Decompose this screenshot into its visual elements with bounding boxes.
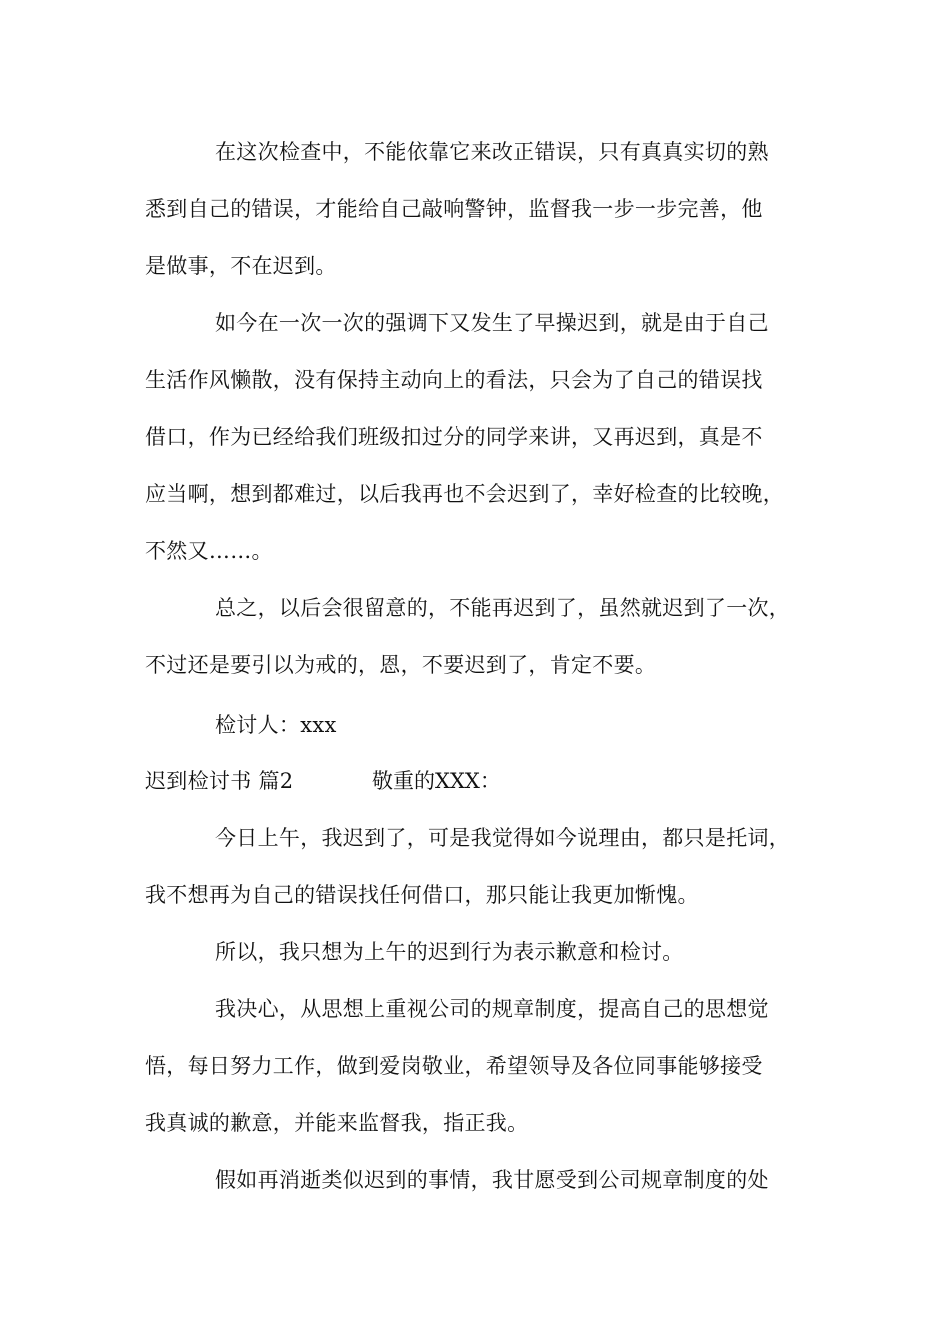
signature-line: 检讨人：xxx [215,713,337,737]
paragraph-7-line-1: 假如再消逝类似迟到的事情，我甘愿受到公司规章制度的处 [215,1168,769,1192]
paragraph-2-line-3: 借口，作为已经给我们班级扣过分的同学来讲，又再迟到，真是不 [145,425,763,449]
paragraph-1-line-2: 悉到自己的错误，才能给自己敲响警钟，监督我一步一步完善，他 [145,197,763,221]
paragraph-2-line-4: 应当啊，想到都难过，以后我再也不会迟到了，幸好检查的比较晚， [145,482,784,506]
paragraph-2-line-2: 生活作风懒散，没有保持主动向上的看法，只会为了自己的错误找 [145,368,763,392]
paragraph-6-line-2: 悟，每日努力工作，做到爱岗敬业，希望领导及各位同事能够接受 [145,1054,763,1078]
salutation: 敬重的XXX： [372,769,501,793]
paragraph-3-line-2: 不过还是要引以为戒的，恩，不要迟到了，肯定不要。 [145,653,657,677]
paragraph-1-line-3: 是做事，不在迟到。 [145,254,337,278]
paragraph-4-line-2: 我不想再为自己的错误找任何借口，那只能让我更加惭愧。 [145,883,699,907]
paragraph-5-line-1: 所以，我只想为上午的迟到行为表示歉意和检讨。 [215,940,684,964]
paragraph-6-line-1: 我决心，从思想上重视公司的规章制度，提高自己的思想觉 [215,997,769,1021]
paragraph-1-line-1: 在这次检查中，不能依靠它来改正错误，只有真真实切的熟 [215,140,769,164]
paragraph-2-line-5: 不然又……。 [145,539,273,563]
paragraph-2-line-1: 如今在一次一次的强调下又发生了早操迟到，就是由于自己 [215,311,769,335]
paragraph-3-line-1: 总之，以后会很留意的，不能再迟到了，虽然就迟到了一次， [215,596,791,620]
paragraph-4-line-1: 今日上午，我迟到了，可是我觉得如今说理由，都只是托词， [215,826,791,850]
paragraph-6-line-3: 我真诚的歉意，并能来监督我，指正我。 [145,1111,529,1135]
section-title: 迟到检讨书 篇2 [145,769,294,793]
